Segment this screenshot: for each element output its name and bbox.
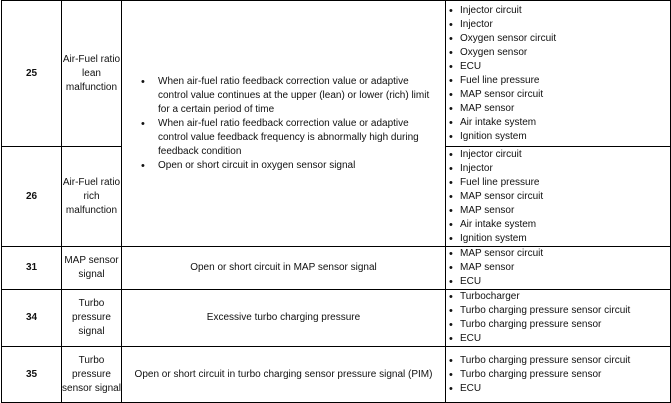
condition-item: • When air-fuel ratio feedback correction value or adaptive control value feedback frequency is abnormally high during feedback condition: [158, 117, 437, 159]
dtc-code: 25: [2, 1, 62, 147]
dtc-code: 34: [2, 290, 62, 347]
detection-item: Turbo pressure sensor signal: [62, 347, 122, 403]
detection-condition: [122, 1, 446, 247]
trouble-area-list: [446, 247, 670, 289]
trouble-area-list: [446, 148, 670, 246]
trouble-area-item: • MAP sensor circuit: [446, 88, 670, 102]
trouble-area-item: • MAP sensor: [446, 102, 670, 116]
trouble-area-item: • Air intake system: [446, 116, 670, 130]
trouble-area-item: • Turbo charging pressure sensor circuit: [446, 304, 670, 318]
trouble-area-list: [446, 290, 670, 346]
detection-condition: Excessive turbo charging pressure: [122, 290, 446, 347]
trouble-area-item: • MAP sensor circuit: [446, 190, 670, 204]
trouble-area-item: • Oxygen sensor: [446, 46, 670, 60]
trouble-area-item: • MAP sensor: [446, 204, 670, 218]
trouble-area-item: • Ignition system: [446, 232, 670, 246]
trouble-area: [446, 290, 671, 347]
diagnostic-code-table: [1, 0, 671, 403]
trouble-area-list: [446, 354, 670, 396]
detection-item: MAP sensor signal: [62, 247, 122, 290]
trouble-area-item: • Oxygen sensor circuit: [446, 32, 670, 46]
trouble-area-item: • Injector: [446, 162, 670, 176]
trouble-area-item: • ECU: [446, 275, 670, 289]
table-row: [2, 347, 671, 403]
trouble-area-item: • ECU: [446, 60, 670, 74]
trouble-area: [446, 147, 671, 247]
condition-item: • Open or short circuit in oxygen sensor signal: [158, 159, 437, 173]
detection-item: Air-Fuel ratio lean malfunction: [62, 1, 122, 147]
trouble-area-item: • Fuel line pressure: [446, 74, 670, 88]
trouble-area-item: • Injector circuit: [446, 4, 670, 18]
condition-list: [122, 75, 445, 173]
trouble-area-item: • Injector: [446, 18, 670, 32]
trouble-area-item: • Ignition system: [446, 130, 670, 144]
detection-condition: Open or short circuit in turbo charging sensor pressure signal (PIM): [122, 347, 446, 403]
trouble-area-item: • Turbo charging pressure sensor circuit: [446, 354, 670, 368]
trouble-area-item: • MAP sensor circuit: [446, 247, 670, 261]
trouble-area-item: • Air intake system: [446, 218, 670, 232]
trouble-area-item: • ECU: [446, 332, 670, 346]
trouble-area-item: • Fuel line pressure: [446, 176, 670, 190]
trouble-area-list: [446, 4, 670, 144]
trouble-area-item: • Turbo charging pressure sensor: [446, 368, 670, 382]
dtc-code: 35: [2, 347, 62, 403]
trouble-area: [446, 347, 671, 403]
trouble-area-item: • Injector circuit: [446, 148, 670, 162]
trouble-area: [446, 247, 671, 290]
condition-item: • When air-fuel ratio feedback correction value or adaptive control value continues at the upper (lean) or lower (rich) limit for a certain period of time: [158, 75, 437, 117]
trouble-area-item: • ECU: [446, 382, 670, 396]
detection-condition: Open or short circuit in MAP sensor signal: [122, 247, 446, 290]
trouble-area-item: • Turbocharger: [446, 290, 670, 304]
table-row: [2, 1, 671, 147]
dtc-code: 26: [2, 147, 62, 247]
table-row: [2, 290, 671, 347]
trouble-area-item: • MAP sensor: [446, 261, 670, 275]
table-row: [2, 247, 671, 290]
dtc-code: 31: [2, 247, 62, 290]
detection-item: Air-Fuel ratio rich malfunction: [62, 147, 122, 247]
detection-item: Turbo pressure signal: [62, 290, 122, 347]
trouble-area: [446, 1, 671, 147]
trouble-area-item: • Turbo charging pressure sensor: [446, 318, 670, 332]
